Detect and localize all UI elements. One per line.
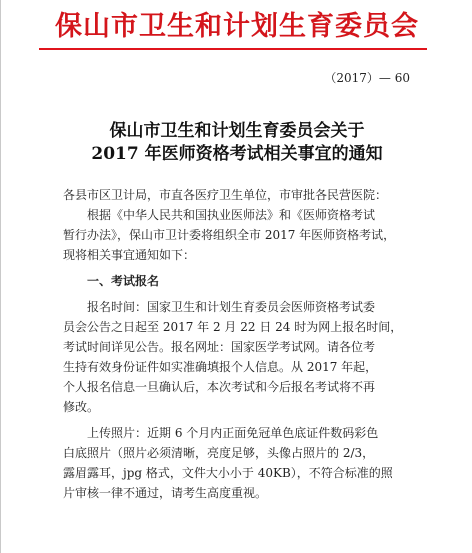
- registration-line: 修改。: [63, 400, 100, 414]
- intro-line: 现将相关事宜通知如下：: [63, 248, 196, 262]
- photo-line: 片审核一律不通过，请考生高度重视。: [63, 486, 268, 500]
- registration-line: 生持有效身份证件如实准确填报个人信息。从 2017 年起，: [63, 360, 378, 374]
- notice-title-line-1: 保山市卫生和计划生育委员会关于: [109, 121, 365, 141]
- registration-line: 考试时间详见公告。报名网址：国家医学考试网。请各位考: [63, 340, 376, 354]
- photo-line: 白底照片（照片必须清晰，亮度足够，头像占照片的 2/3，: [63, 446, 375, 460]
- section-heading-registration: 一、考试报名: [87, 274, 160, 288]
- registration-line: 员会公告之日起至 2017 年 2 月 22 日 24 时为网上报名时间，: [63, 320, 403, 334]
- intro-line: 根据《中华人民共和国执业医师法》和《医师资格考试: [87, 208, 376, 222]
- document-number: （2017）— 60: [324, 71, 410, 85]
- registration-line: 个人报名信息一旦确认后，本次考试和今后报名考试将不再: [63, 380, 376, 394]
- issuing-organization: 保山市卫生和计划生育委员会: [55, 11, 419, 42]
- red-divider-line: [39, 48, 427, 50]
- registration-line: 报名时间：国家卫生和计划生育委员会医师资格考试委: [87, 300, 376, 314]
- notice-title-line-2: 2017 年医师资格考试相关事宜的通知: [91, 144, 383, 164]
- notice-body: [63, 185, 415, 503]
- photo-line: 上传照片：近期 6 个月内正面免冠单色底证件数码彩色: [87, 426, 379, 440]
- photo-line: 露眉露耳，jpg 格式，文件大小小于 40KB），不符合标准的照: [63, 466, 393, 480]
- intro-line: 暂行办法》，保山市卫计委将组织全市 2017 年医师资格考试，: [63, 228, 396, 242]
- salutation: 各县市区卫计局，市直各医疗卫生单位，市审批各民营医院：: [63, 188, 388, 202]
